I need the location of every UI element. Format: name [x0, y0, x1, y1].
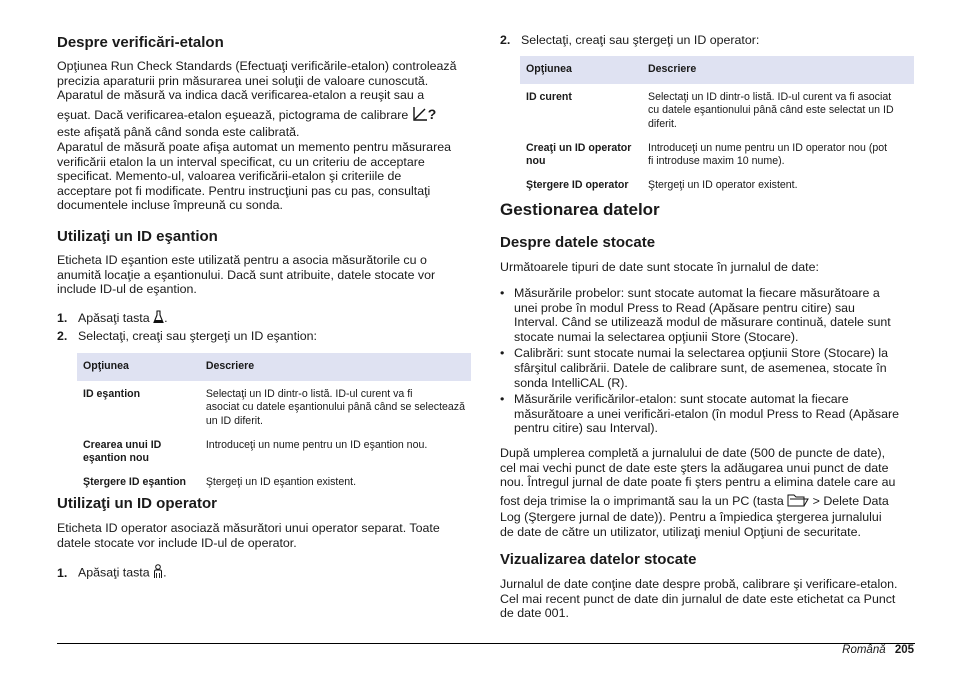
text-line: nou. Întregul jurnal de date poate fi şters pentru a elimina datele care au [500, 475, 896, 490]
text-line: Eticheta ID operator asociază măsurători unui operator separat. Toate [57, 521, 440, 535]
text-line: Aparatul de măsură va indica dacă verificarea-etalon a reuşit sau a [57, 88, 425, 103]
step-text-end: . [163, 565, 167, 580]
step-text: Apăsaţi tasta [78, 565, 150, 580]
text-segment: > Delete Data [812, 493, 889, 508]
step-1-sample [57, 310, 168, 328]
footer-divider [57, 643, 915, 644]
table-row [77, 469, 471, 493]
step-number: 2. [500, 33, 511, 47]
option-description-line: fi introduse maxim 10 nume). [648, 155, 785, 168]
option-description-line: Selectaţi un ID dintr-o listă. ID-ul curent va fi [205, 388, 413, 401]
option-description [200, 381, 471, 432]
text-line: include ID-ul de eşantion. [57, 282, 197, 297]
step-text: Selectaţi, creaţi sau ştergeţi un ID operator: [521, 33, 760, 47]
option-description [642, 135, 914, 172]
list-item-line: • Măsurările probelor: sunt stocate automat la fiecare măsurătoare a [514, 286, 880, 300]
section-title-stored-data: Despre datele stocate [500, 234, 656, 251]
option-description [642, 84, 914, 135]
text-line: de date 001. [500, 606, 569, 621]
operator-person-icon [153, 564, 163, 583]
paragraph-stored-data-intro [500, 260, 819, 275]
folder-icon [787, 493, 809, 511]
list-item-line: pentru citire) sau Interval). [514, 421, 658, 436]
option-description [200, 432, 471, 469]
paragraph-data-log-full [500, 446, 895, 540]
option-name-line: ID eşantion [83, 388, 141, 401]
list-item-line: • Măsurările verificărilor-etalon: sunt stocate automat la fiecare [514, 392, 849, 407]
option-description-line: Introduceţi un nume pentru un ID operator nou (pot [648, 141, 888, 154]
table-header-description: Descriere [200, 353, 471, 381]
list-item-line: stocate numai la selectarea opţiunii Store (Stocare). [514, 329, 799, 344]
text-line: Eticheta ID eşantion este utilizată pentru a asocia măsurătorile cu o [57, 253, 427, 267]
option-description-line: un ID diferit. [205, 414, 263, 427]
list-item-line: Interval. Când se utilizează modul de măsurare continuă, datele sunt [514, 315, 891, 330]
paragraph-sample-id [57, 253, 435, 297]
list-item-line: unei probe în modul Press to Read (Apăsare pentru citire) sau [514, 300, 855, 315]
section-title-check-standards: Despre verificări-etalon [57, 34, 224, 51]
option-name [520, 135, 642, 172]
step-number: 1. [57, 311, 68, 326]
chapter-title-data-management: Gestionarea datelor [500, 200, 660, 219]
step-number: 2. [57, 329, 68, 343]
option-description [200, 469, 471, 493]
option-name-line: nou [526, 155, 546, 168]
step-number: 1. [57, 565, 68, 580]
footer-language: Română [842, 644, 886, 656]
option-name [520, 84, 642, 135]
table-header-description: Descriere [642, 56, 914, 84]
list-item-line: măsurătoare a unei verificări-etalon (în modul Press to Read (Apăsare [514, 406, 899, 421]
text-line: Jurnalul de date conţine date despre probă, calibrare şi verificare-etalon. [500, 577, 898, 591]
paragraph-check-standards-1 [57, 59, 456, 140]
text-line: Opţiunea Run Check Standards (Efectuaţi verificările-etalon) controlează [57, 59, 457, 73]
option-name-line: Ştergere ID operator [526, 179, 629, 192]
text-line: cel mai vechi punct de date este şters la adăugarea unui punct de date [500, 460, 889, 475]
text-line: precizia aparaturii prin măsurarea unei soluţii de valoare cunoscută. [57, 73, 429, 88]
calibration-question-mark: ? [427, 105, 437, 122]
text-line: eşuat. Dacă verificarea-etalon eşuează, pictograma de calibrare [57, 107, 409, 122]
list-item [500, 392, 915, 436]
option-description-line: Ştergeţi un ID eşantion existent. [205, 476, 357, 489]
text-line: verificării etalon la un interval specificat, cu un criteriu de acceptare [57, 154, 425, 169]
text-line: documentele incluse împreună cu sonda. [57, 198, 283, 213]
text-line: datele stocate vor include ID-ul de operator. [57, 535, 297, 550]
text-line: acceptare pot fi modificate. Pentru instrucţiuni pas cu pas, consultaţi [57, 183, 431, 198]
table-row [520, 135, 914, 172]
option-name-line: Creaţi un ID operator [526, 141, 632, 154]
text-line: anumită locaţie a eşantionului. Dacă sunt atribuite, datele stocate vor [57, 267, 436, 282]
paragraph-check-standards-2 [57, 140, 451, 213]
option-description-line: Introduceţi un nume pentru un ID eşantion nou. [205, 438, 428, 451]
option-name [520, 172, 642, 196]
option-description-line: asociat cu datele eşantionului până când se selectează [205, 401, 465, 414]
text-segment: fost deja trimise la o imprimantă sau la un PC (tasta [500, 493, 784, 508]
step-2-operator [500, 33, 759, 48]
option-description-line: cu datele eşantionului până când este selectat un ID [648, 104, 894, 117]
sample-id-options-table [77, 353, 471, 493]
stored-data-bullet-list [500, 286, 915, 438]
table-row [520, 84, 914, 135]
sample-flask-icon [153, 310, 164, 328]
table-header-row [77, 353, 471, 381]
list-item-line: sonda IntelliCAL (R). [514, 375, 628, 390]
text-line-with-icon [500, 493, 895, 511]
option-name-line: eşantion nou [83, 452, 149, 465]
list-item-line: sfârşitul calibrării. Datele de calibrare sunt, de asemenea, stocate în [514, 360, 887, 375]
option-name-line: ID curent [526, 91, 572, 104]
option-description-line: Ştergeţi un ID operator existent. [648, 179, 798, 192]
operator-id-options-table [520, 56, 914, 196]
paragraph-operator-id [57, 521, 440, 550]
table-header-row [520, 56, 914, 84]
section-title-sample-id: Utilizaţi un ID eşantion [57, 228, 218, 245]
text-line: Următoarele tipuri de date sunt stocate în jurnalul de date: [500, 260, 819, 274]
option-name-line: Crearea unui ID [83, 438, 162, 451]
list-item [500, 346, 915, 390]
text-line-with-icon [57, 106, 456, 126]
text-line: După umplerea completă a jurnalului de date (500 de puncte de date), [500, 446, 886, 460]
option-description [642, 172, 914, 196]
list-item-line: • Calibrări: sunt stocate numai la selectarea opţiunii Store (Stocare) la [514, 346, 888, 361]
text-line: specificat. Memento-ul, valoarea verificării-etalon şi criteriile de [57, 169, 402, 184]
text-line: Log (Ştergere jurnal de date)). Pentru a împiedica ştergerea jurnalului [500, 510, 882, 525]
option-name [77, 432, 200, 469]
paragraph-view-stored-data [500, 577, 897, 621]
option-name [77, 469, 200, 493]
option-description-line: Selectaţi un ID dintr-o listă. ID-ul curent va fi asociat [648, 91, 892, 104]
step-text: Selectaţi, creaţi sau ştergeţi un ID eşantion: [78, 329, 317, 343]
step-text: Apăsaţi tasta [78, 311, 150, 326]
table-row [77, 432, 471, 469]
page-number: 205 [894, 644, 914, 656]
text-line: este afişată până când sonda este calibrată. [57, 125, 300, 140]
table-row [77, 381, 471, 432]
step-2-sample [57, 329, 317, 344]
option-name-line: Ştergere ID eşantion [83, 476, 187, 489]
page-footer [842, 644, 914, 656]
section-title-view-stored-data: Vizualizarea datelor stocate [500, 551, 697, 568]
table-header-option: Opţiunea [77, 353, 200, 381]
step-1-operator [57, 564, 167, 583]
table-header-option: Opţiunea [520, 56, 642, 84]
calibration-fail-icon [412, 106, 428, 126]
list-item [500, 286, 915, 344]
option-name [77, 381, 200, 432]
step-text-end: . [164, 311, 168, 326]
table-row [520, 172, 914, 196]
text-line: de date de către un utilizator, utilizaţi meniul Opţiuni de securitate. [500, 524, 861, 539]
section-title-operator-id: Utilizaţi un ID operator [57, 495, 218, 512]
text-line: Cel mai recent punct de date din jurnalul de date este etichetat ca Punct [500, 591, 896, 606]
option-description-line: diferit. [648, 117, 677, 130]
text-line: Aparatul de măsură poate afişa automat un memento pentru măsurarea [57, 140, 451, 154]
